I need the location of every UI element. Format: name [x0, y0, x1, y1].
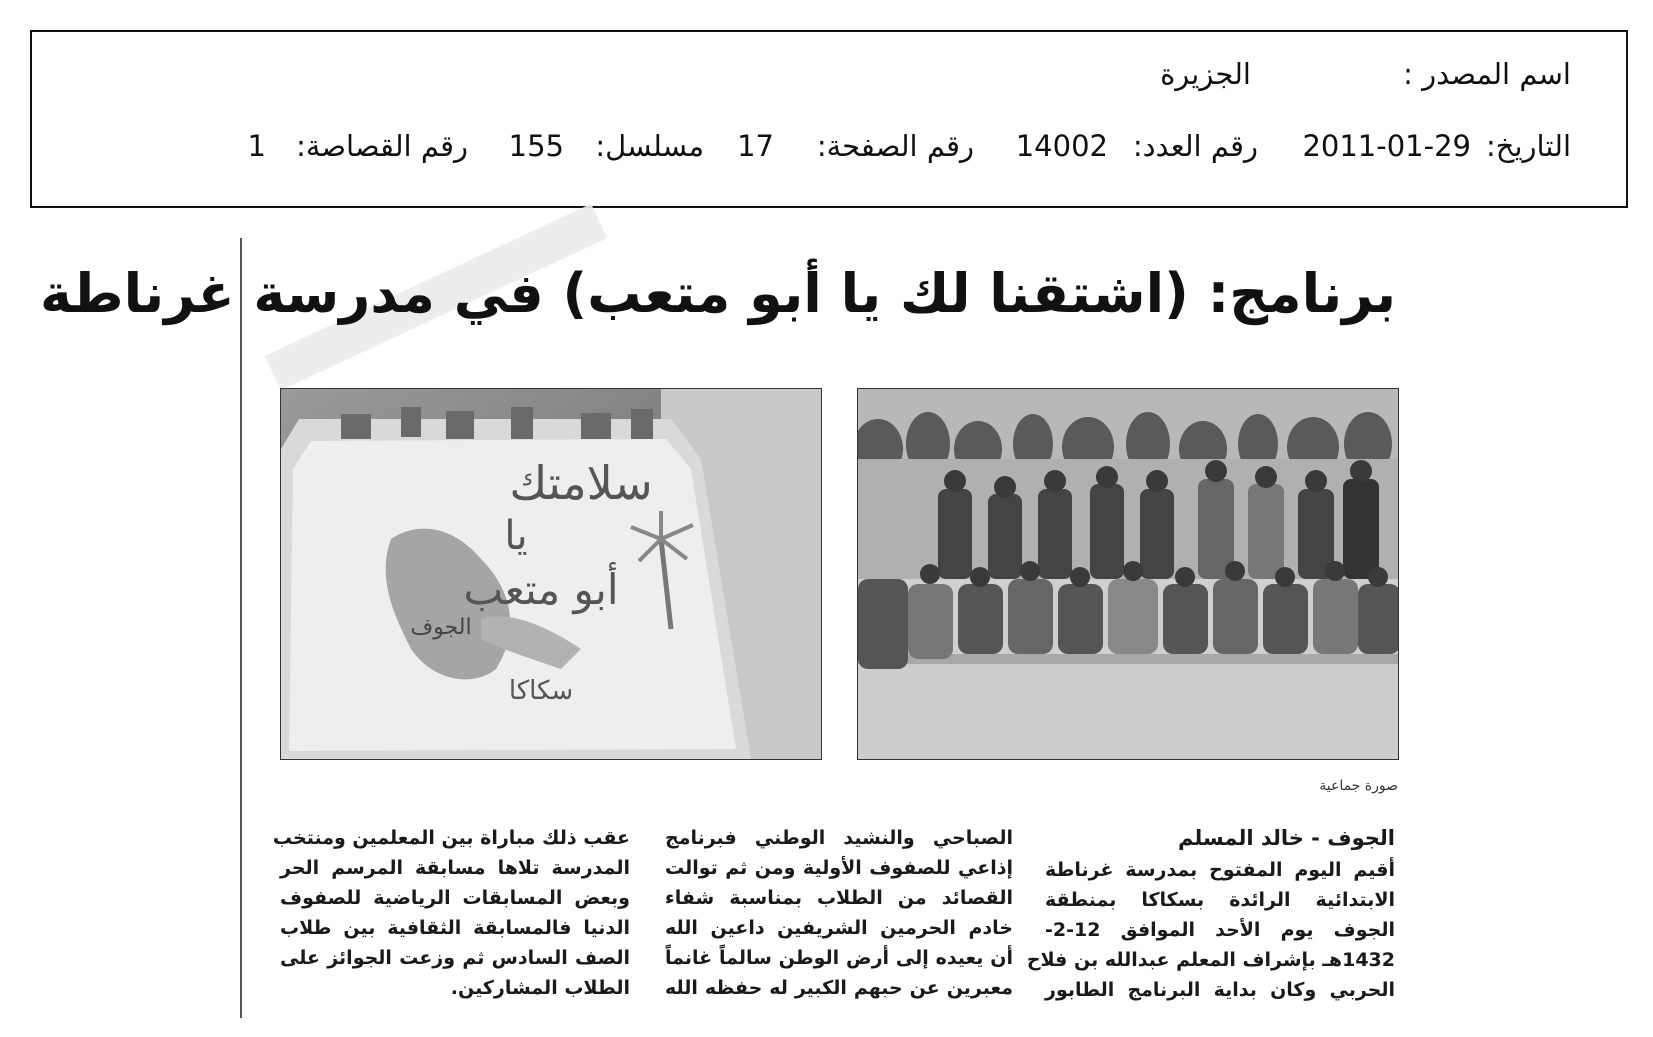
- col2-line: خادم الحرمين الشريفين داعين الله: [665, 917, 1013, 939]
- newspaper-article: [39, 238, 1398, 1018]
- serial-value: 155: [508, 129, 564, 163]
- col2-line: الصباحي والنشيد الوطني فبرنامج: [665, 827, 1013, 849]
- article-column-1: [1026, 823, 1395, 1005]
- col1-line: 1432هـ بإشراف المعلم عبدالله بن فلاح: [1026, 949, 1395, 971]
- serial-label: مسلسل:: [595, 129, 704, 163]
- col1-line: الجوف يوم الأحد الموافق 12-2-: [1045, 919, 1395, 941]
- cake-photo: [280, 388, 822, 760]
- page-label: رقم الصفحة:: [816, 129, 974, 163]
- date-label: التاريخ:: [1485, 129, 1571, 163]
- article-column-3: [272, 823, 630, 1003]
- col1-line: الابتدائية الرائدة بسكاكا بمنطقة: [1045, 889, 1395, 911]
- cake-signature: سكاكا: [508, 676, 574, 706]
- photo-caption: صورة جماعية: [1319, 778, 1398, 794]
- cake-writing-line1: سلامتك: [509, 456, 653, 510]
- column-rule: [240, 238, 242, 1018]
- page-value: 17: [737, 129, 774, 163]
- article-byline: الجوف - خالد المسلم: [1177, 826, 1395, 850]
- col3-line: الصف السادس ثم وزعت الجوائز على: [280, 947, 630, 969]
- clipping-metadata-box: [30, 30, 1628, 208]
- col2-line: القصائد من الطلاب بمناسبة شفاء: [665, 887, 1013, 909]
- col3-line: وبعض المسابقات الرياضية للصفوف: [280, 887, 630, 909]
- meta-row-details: [32, 129, 1626, 169]
- source-value: الجزيرة: [1160, 57, 1251, 91]
- col2-line: أن يعيده إلى أرض الوطن سالماً غانماً: [665, 947, 1013, 969]
- date-value: 2011-01-29: [1302, 129, 1471, 163]
- col2-line: إذاعي للصفوف الأولية ومن ثم توالت: [665, 857, 1013, 879]
- article-column-2: [665, 823, 1013, 1003]
- cake-writing-line3: أبو متعب: [463, 565, 619, 614]
- group-photo: [857, 388, 1399, 760]
- col3-line: الطلاب المشاركين.: [450, 977, 630, 999]
- col2-line: معبرين عن حبهم الكبير له حفظه الله: [665, 977, 1013, 999]
- issue-label: رقم العدد:: [1132, 129, 1258, 163]
- article-headline: برنامج: (اشتقنا لك يا أبو متعب) في مدرسة غرناطة: [39, 262, 1396, 325]
- cake-writing-line2: يا: [504, 513, 528, 559]
- issue-value: 14002: [1015, 129, 1108, 163]
- col1-line: الحربي وكان بداية البرنامج الطابور: [1045, 979, 1395, 1001]
- col3-line: المدرسة تلاها مسابقة المرسم الحر: [280, 857, 630, 879]
- cake-map-label: الجوف: [410, 615, 472, 640]
- meta-row-source: [32, 57, 1626, 97]
- col3-line: الدنيا فالمسابقة الثقافية بين طلاب: [280, 917, 630, 939]
- clip-value: 1: [247, 129, 266, 163]
- col3-line: عقب ذلك مباراة بين المعلمين ومنتخب: [272, 827, 630, 849]
- clip-label: رقم القصاصة:: [296, 129, 468, 163]
- col1-line: أقيم اليوم المفتوح بمدرسة غرناطة: [1045, 859, 1395, 881]
- source-label: اسم المصدر :: [1403, 57, 1571, 91]
